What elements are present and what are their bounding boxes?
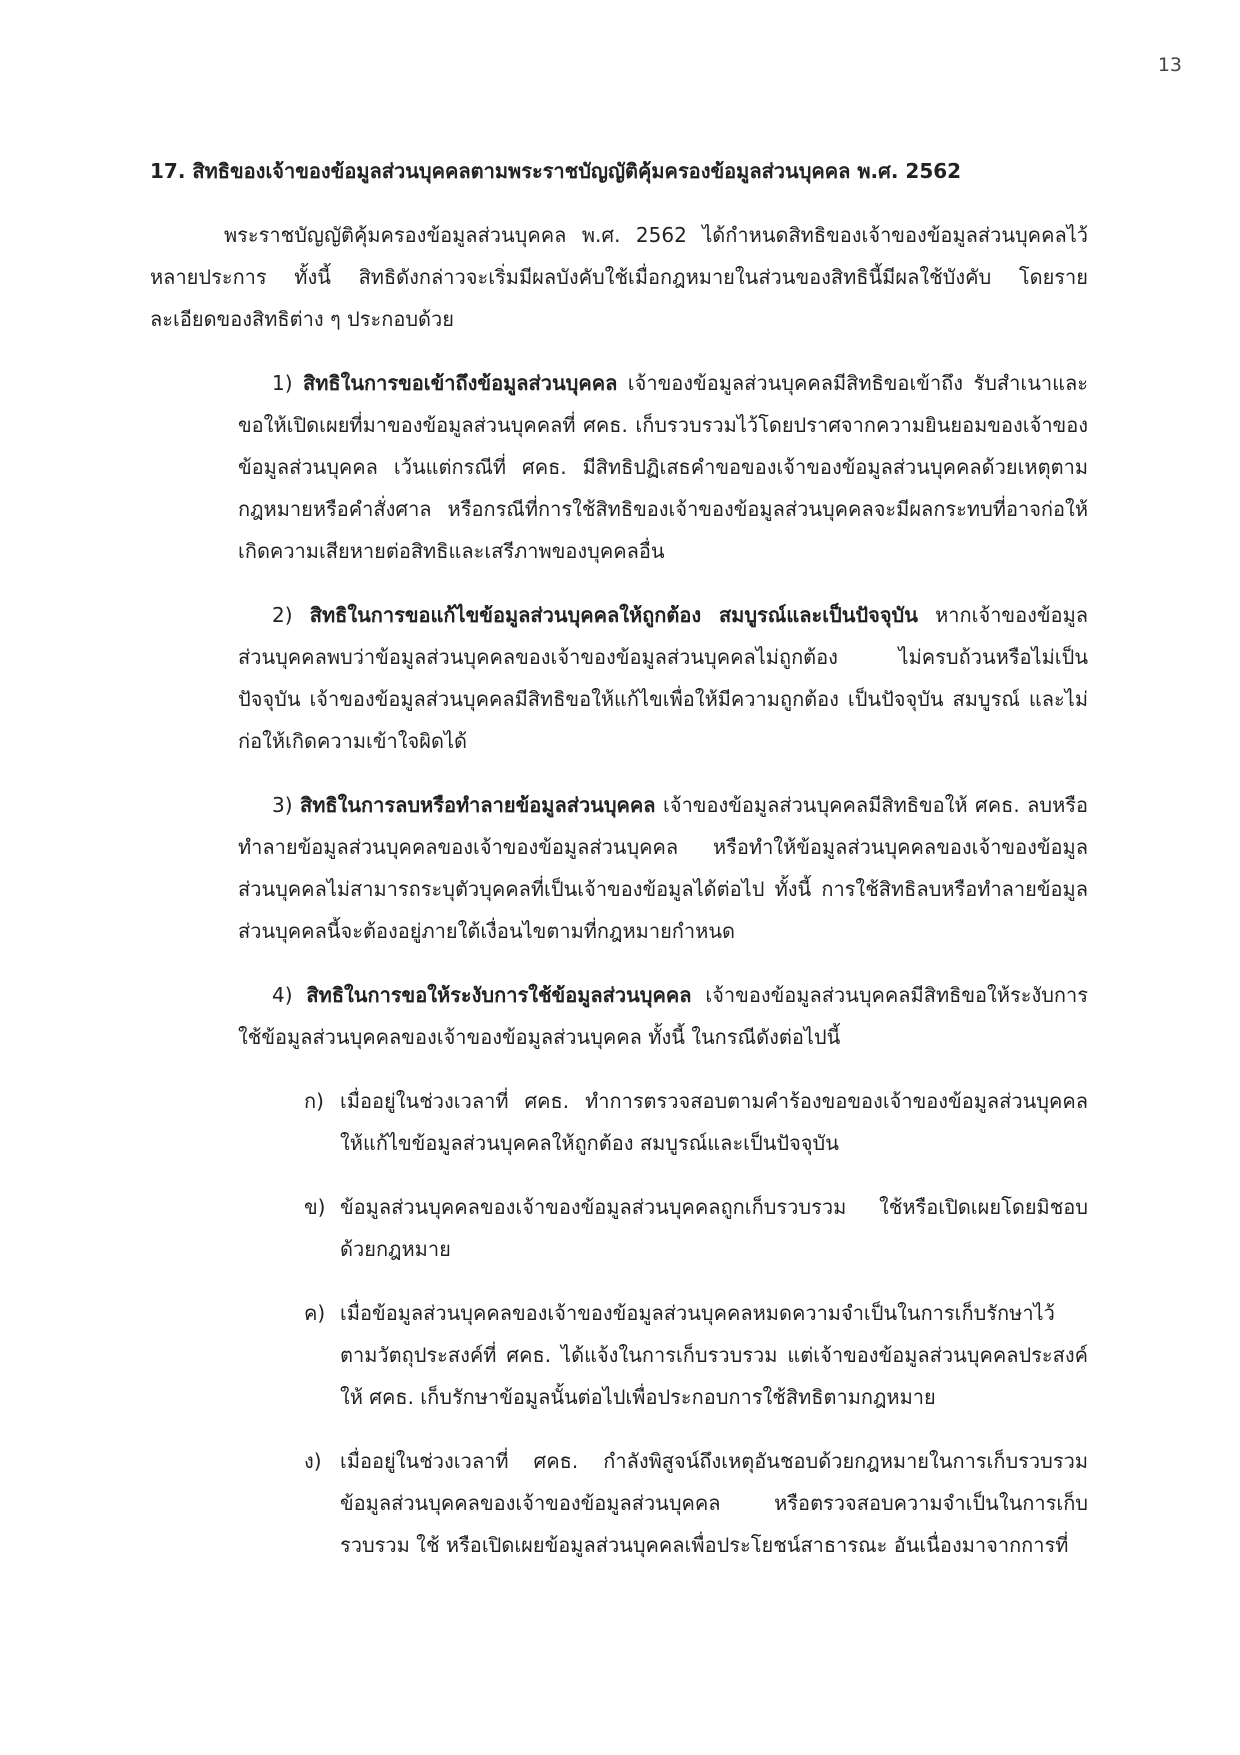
sub-item-ko [304,1080,1088,1164]
page-number: 13 [1157,54,1182,76]
item-body: เจ้าของข้อมูลส่วนบุคคลมีสิทธิขอเข้าถึง รับสำเนาและขอให้เปิดเผยที่มาของข้อมูลส่วนบุคคลที่ ศคธ. เก็บรวบรวมไว้โดยปราศจากความยินยอมของเจ้าของข้อมูลส่วนบุคคล เว้นแต่กรณีที่ ศคธ. มีสิทธิปฏิเสธคำขอของเจ้าของข้อมูลส่วนบุคคลด้วยเหตุตามกฎหมายหรือคำสั่งศาล หรือกรณีที่การใช้สิทธิของเจ้าของข้อมูลส่วนบุคคลจะมีผลกระทบที่อาจก่อให้เกิดความเสียหายต่อสิทธิและเสรีภาพของบุคคลอื่น [238,371,1088,563]
sub-item-kho-khwai [304,1292,1088,1418]
sub-item-text: ข้อมูลส่วนบุคคลของเจ้าของข้อมูลส่วนบุคคลถูกเก็บรวบรวม ใช้หรือเปิดเผยโดยมิชอบด้วยกฎหมาย [340,1195,1088,1261]
sub-item-text: เมื่อข้อมูลส่วนบุคคลของเจ้าของข้อมูลส่วนบุคคลหมดความจำเป็นในการเก็บรักษาไว้ตามวัตถุประสงค์ที่ ศคธ. ได้แจ้งในการเก็บรวบรวม แต่เจ้าของข้อมูลส่วนบุคคลประสงค์ให้ ศคธ. เก็บรักษาข้อมูลนั้นต่อไปเพื่อประกอบการใช้สิทธิตามกฎหมาย [340,1301,1088,1409]
intro-paragraph: พระราชบัญญัติคุ้มครองข้อมูลส่วนบุคคล พ.ศ. 2562 ได้กำหนดสิทธิของเจ้าของข้อมูลส่วนบุคคลไว้หลายประการ ทั้งนี้ สิทธิดังกล่าวจะเริ่มมีผลบังคับใช้เมื่อกฎหมายในส่วนของสิทธินี้มีผลใช้บังคับ โดยรายละเอียดของสิทธิต่าง ๆ ประกอบด้วย [150,223,1088,331]
document-body [150,150,1088,1588]
item-number: 1) [272,371,293,395]
sub-item-ngo [304,1440,1088,1566]
right-item-1 [238,362,1088,572]
sub-item-text: เมื่ออยู่ในช่วงเวลาที่ ศคธ. ทำการตรวจสอบตามคำร้องขอของเจ้าของข้อมูลส่วนบุคคลให้แก้ไขข้อมูลส่วนบุคคลให้ถูกต้อง สมบูรณ์และเป็นปัจจุบัน [340,1089,1088,1155]
right-item-2 [238,594,1088,762]
right-item-3 [238,784,1088,952]
sub-item-mark: ข) [304,1195,326,1219]
right-item-4 [238,974,1088,1058]
sub-item-kho [304,1186,1088,1270]
sub-item-mark: ง) [304,1449,322,1473]
item-number: 2) [272,603,293,627]
item-body: หากเจ้าของข้อมูลส่วนบุคคลพบว่าข้อมูลส่วนบุคคลของเจ้าของข้อมูลส่วนบุคคลไม่ถูกต้อง ไม่ครบถ้วนหรือไม่เป็นปัจจุบัน เจ้าของข้อมูลส่วนบุคคลมีสิทธิขอให้แก้ไขเพื่อให้มีความถูกต้อง เป็นปัจจุบัน สมบูรณ์ และไม่ก่อให้เกิดความเข้าใจผิดได้ [238,603,1089,753]
item-title: สิทธิในการลบหรือทำลายข้อมูลส่วนบุคคล [299,793,656,817]
item-title: สิทธิในการขอแก้ไขข้อมูลส่วนบุคคลให้ถูกต้อง สมบูรณ์และเป็นปัจจุบัน [309,603,918,627]
sub-item-mark: ค) [304,1301,326,1325]
item-body: เจ้าของข้อมูลส่วนบุคคลมีสิทธิขอให้ ศคธ. ลบหรือทำลายข้อมูลส่วนบุคคลของเจ้าของข้อมูลส่วนบุคคล หรือทำให้ข้อมูลส่วนบุคคลของเจ้าของข้อมูลส่วนบุคคลไม่สามารถระบุตัวบุคคลที่เป็นเจ้าของข้อมูลได้ต่อไป ทั้งนี้ การใช้สิทธิลบหรือทำลายข้อมูลส่วนบุคคลนี้จะต้องอยู่ภายใต้เงื่อนไขตามที่กฎหมายกำหนด [238,793,1089,943]
section-heading: 17. สิทธิของเจ้าของข้อมูลส่วนบุคคลตามพระราชบัญญัติคุ้มครองข้อมูลส่วนบุคคล พ.ศ. 2562 [150,159,962,183]
item-title: สิทธิในการขอให้ระงับการใช้ข้อมูลส่วนบุคคล [306,983,692,1007]
item-number: 4) [272,983,293,1007]
item-title: สิทธิในการขอเข้าถึงข้อมูลส่วนบุคคล [302,371,618,395]
sub-item-text: เมื่ออยู่ในช่วงเวลาที่ ศคธ. กำลังพิสูจน์ถึงเหตุอันชอบด้วยกฎหมายในการเก็บรวบรวมข้อมูลส่วนบุคคลของเจ้าของข้อมูลส่วนบุคคล หรือตรวจสอบความจำเป็นในการเก็บรวบรวม ใช้ หรือเปิดเผยข้อมูลส่วนบุคคลเพื่อประโยชน์สาธารณะ อันเนื่องมาจากการที่ [340,1449,1088,1557]
sub-item-mark: ก) [304,1089,324,1113]
item-number: 3) [272,793,293,817]
item-body: เจ้าของข้อมูลส่วนบุคคลมีสิทธิขอให้ระงับการใช้ข้อมูลส่วนบุคคลของเจ้าของข้อมูลส่วนบุคคล ทั้งนี้ ในกรณีดังต่อไปนี้ [238,983,1088,1049]
